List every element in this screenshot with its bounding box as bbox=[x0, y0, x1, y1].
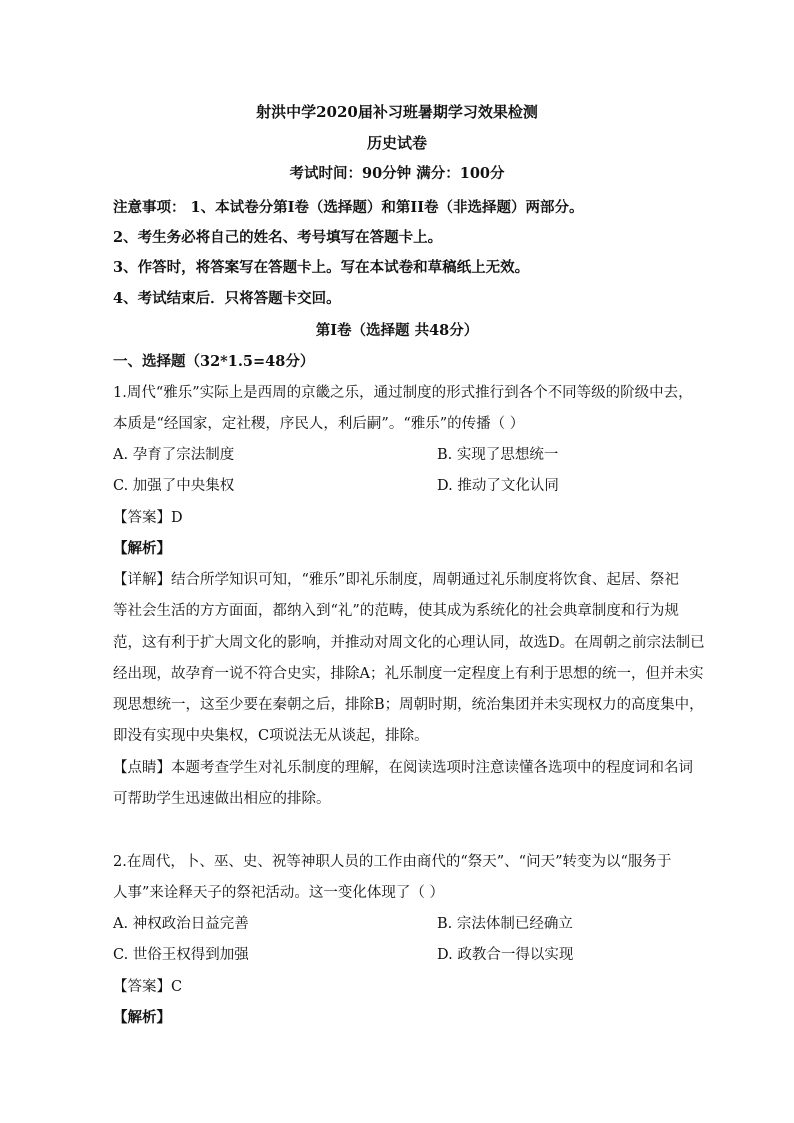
q1-detail-line-6: 即没有实现中央集权，C项说法无从谈起，排除。 bbox=[113, 728, 429, 744]
q2-option-b: B. 宗法体制已经确立 bbox=[437, 916, 573, 932]
q1-answer: 【答案】D bbox=[113, 510, 183, 526]
q2-answer: 【答案】C bbox=[113, 979, 183, 995]
q1-stem-line-2: 本质是“经国家，定社稷，序民人，利后嗣”。“雅乐”的传播（ ） bbox=[113, 416, 525, 432]
section-title: 第I卷（选择题 共48分） bbox=[315, 322, 479, 339]
note-3: 3、作答时，将答案写在答题卡上。写在本试卷和草稿纸上无效。 bbox=[113, 259, 530, 276]
note-1: 注意事项： 1、本试卷分第I卷（选择题）和第II卷（非选择题）两部分。 bbox=[113, 199, 584, 216]
q1-option-a: A. 孕育了宗法制度 bbox=[113, 447, 235, 463]
q1-option-b: B. 实现了思想统一 bbox=[437, 447, 559, 463]
note-4: 4、考试结束后．只将答题卡交回。 bbox=[113, 290, 341, 307]
q2-option-c: C. 世俗王权得到加强 bbox=[113, 947, 249, 963]
q1-analysis-label: 【解析】 bbox=[113, 540, 171, 557]
q1-detail-line-4: 经出现，故孕育一说不符合史实，排除A；礼乐制度一定程度上有利于思想的统一，但并未实 bbox=[113, 666, 704, 682]
exam-subject: 历史试卷 bbox=[366, 134, 427, 152]
q2-analysis-label: 【解析】 bbox=[113, 1009, 171, 1026]
note-2: 2、考生务必将自己的姓名、考号填写在答题卡上。 bbox=[113, 229, 443, 246]
q1-detail-line-3: 范，这有利于扩大周文化的影响，并推动对周文化的心理认同，故选D。在周朝之前宗法制已 bbox=[113, 635, 705, 651]
q1-comment-line-1: 【点睛】本题考查学生对礼乐制度的理解，在阅读选项时注意读懂各选项中的程度词和名词 bbox=[113, 760, 693, 776]
exam-info: 考试时间：90分钟 满分：100分 bbox=[289, 165, 505, 182]
q2-option-d: D. 政教合一得以实现 bbox=[437, 947, 574, 963]
q1-option-d: D. 推动了文化认同 bbox=[437, 478, 559, 494]
q2-option-a: A. 神权政治日益完善 bbox=[113, 916, 249, 932]
q2-stem-line-2: 人事”来诠释天子的祭祀活动。这一变化体现了（ ） bbox=[113, 885, 445, 901]
exam-title: 射洪中学2020届补习班暑期学习效果检测 bbox=[256, 103, 538, 121]
part-title: 一、选择题（32*1.5=48分） bbox=[113, 353, 315, 370]
q2-stem-line-1: 2.在周代，卜、巫、史、祝等神职人员的工作由商代的“祭天”、“问天”转变为以“服务于 bbox=[113, 854, 672, 870]
q1-detail-line-1: 【详解】结合所学知识可知，“雅乐”即礼乐制度，周朝通过礼乐制度将饮食、起居、祭祀 bbox=[113, 572, 679, 588]
q1-stem-line-1: 1.周代“雅乐”实际上是西周的京畿之乐，通过制度的形式推行到各个不同等级的阶级中去， bbox=[113, 385, 693, 401]
q1-detail-line-2: 等社会生活的方方面面，都纳入到“礼”的范畴，使其成为系统化的社会典章制度和行为规 bbox=[113, 603, 679, 619]
q1-option-c: C. 加强了中央集权 bbox=[113, 478, 235, 494]
q1-comment-line-2: 可帮助学生迅速做出相应的排除。 bbox=[113, 791, 331, 807]
q1-detail-line-5: 现思想统一，这至少要在秦朝之后，排除B；周朝时期，统治集团并未实现权力的高度集中， bbox=[113, 697, 704, 713]
